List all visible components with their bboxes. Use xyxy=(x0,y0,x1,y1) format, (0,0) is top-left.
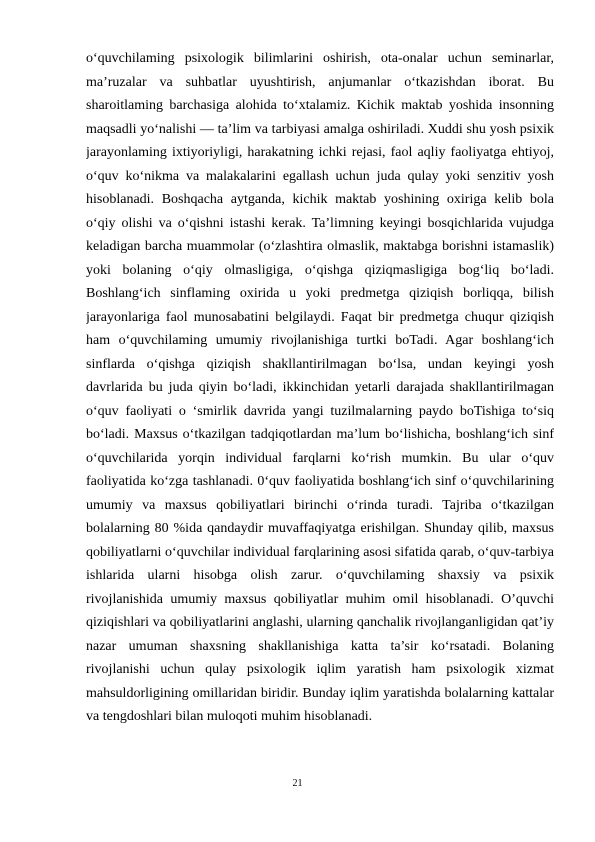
body-text xyxy=(86,47,554,729)
text-line: o‘quvchilaming psixologik bilimlarini oshirish, ota-onalar uchun seminarlar, xyxy=(86,51,554,66)
text-line: umumiy va maxsus qobiliyatlari birinchi o‘rinda turadi. Tajriba o‘tkazilgan xyxy=(86,497,554,513)
text-line: sharoitlaming barchasiga alohida to‘xtalamiz. Kichik maktab yoshida insonning xyxy=(86,98,554,113)
text-line: keladigan barcha muammolar (o‘zlashtira olmaslik, maktabga borishni istamaslik) xyxy=(86,239,554,254)
text-line: yoki bolaning o‘qiy olmasligiga, o‘qishga qiziqmasligiga bog‘liq bo‘ladi. xyxy=(86,262,554,278)
text-line: nazar umuman shaxsning shakllanishiga katta ta’sir ko‘rsatadi. Bolaning xyxy=(86,638,554,654)
text-line: o‘quv ko‘nikma va malakalarini egallash uchun juda qulay yoki senzitiv yosh xyxy=(86,168,554,184)
text-line: o‘qiy olishi va o‘qishni istashi kerak. Ta’limning keyingi bosqichlarida vujudga xyxy=(86,215,554,231)
text-line: jarayonlariga faol munosabatini belgilaydi. Faqat bir predmetga chuqur qiziqish xyxy=(86,309,554,325)
text-line: faoliyatida ko‘zga tashlanadi. 0‘quv faoliyatida boshlang‘ich sinf o‘quvchilarining xyxy=(86,474,554,489)
text-line: davrlarida bu juda qiyin bo‘ladi, ikkinchidan yetarli darajada shakllantirilmagan xyxy=(86,380,554,395)
text-line: mahsuldorligining omillaridan biridir. Bunday iqlim yaratishda bolalarning kattalar xyxy=(86,685,554,701)
text-line: maqsadli yo‘nalishi — ta’lim va tarbiyasi amalga oshiriladi. Xuddi shu yosh psixik xyxy=(86,121,554,137)
text-line: hisoblanadi. Boshqacha aytganda, kichik maktab yoshining oxiriga kelib bola xyxy=(86,192,554,207)
text-line: bolalarning 80 %ida qandaydir muvaffaqiyatga erishilgan. Shunday qilib, maxsus xyxy=(86,521,554,536)
text-line: ma’ruzalar va suhbatlar uyushtirish, anjumanlar o‘tkazishdan iborat. Bu xyxy=(86,74,554,90)
text-line-last: va tengdoshlari bilan muloqoti muhim hisoblanadi. xyxy=(86,709,373,724)
text-line: qiziqishlari va qobiliyatlarini anglashi, ularning qanchalik rivojlanganligidan qat’iy xyxy=(86,615,554,630)
text-line: rivojlanishida umumiy maxsus qobiliyatlar muhim omil hisoblanadi. O’quvchi xyxy=(86,591,554,607)
text-line: ham o‘quvchilaming umumiy rivojlanishiga turtki boTadi. Agar boshlang‘ich xyxy=(86,333,554,348)
text-line: rivojlanishi uchun qulay psixologik iqlim yaratish ham psixologik xizmat xyxy=(86,662,554,677)
text-line: ishlarida ularni hisobga olish zarur. o‘quvchilaming shaxsiy va psixik xyxy=(86,568,554,583)
text-line: Boshlang‘ich sinflaming oxirida u yoki predmetga qiziqish borliqqa, bilish xyxy=(86,286,554,301)
text-line: jarayonlaming ixtiyoriyligi, harakatning ichki rejasi, faol aqliy faoliyatga ehtiyoj, xyxy=(86,145,554,160)
text-line: o‘quvchilarida yorqin individual farqlarni ko‘rish mumkin. Bu ular o‘quv xyxy=(86,450,554,466)
page-number: 21 xyxy=(292,778,303,789)
text-line: o‘quv faoliyati o ‘smirlik davrida yangi tuzilmalarning paydo boTishiga to‘siq xyxy=(86,403,554,419)
text-line: qobiliyatlarni o‘quvchilar individual farqlarining asosi sifatida qarab, o‘quv-tarbiya xyxy=(86,544,554,560)
text-line: sinflarda o‘qishga qiziqish shakllantirilmagan bo‘lsa, undan keyingi yosh xyxy=(86,356,554,372)
text-line: bo‘ladi. Maxsus o‘tkazilgan tadqiqotlardan ma’lum bo‘lishicha, boshlang‘ich sinf xyxy=(86,427,554,442)
